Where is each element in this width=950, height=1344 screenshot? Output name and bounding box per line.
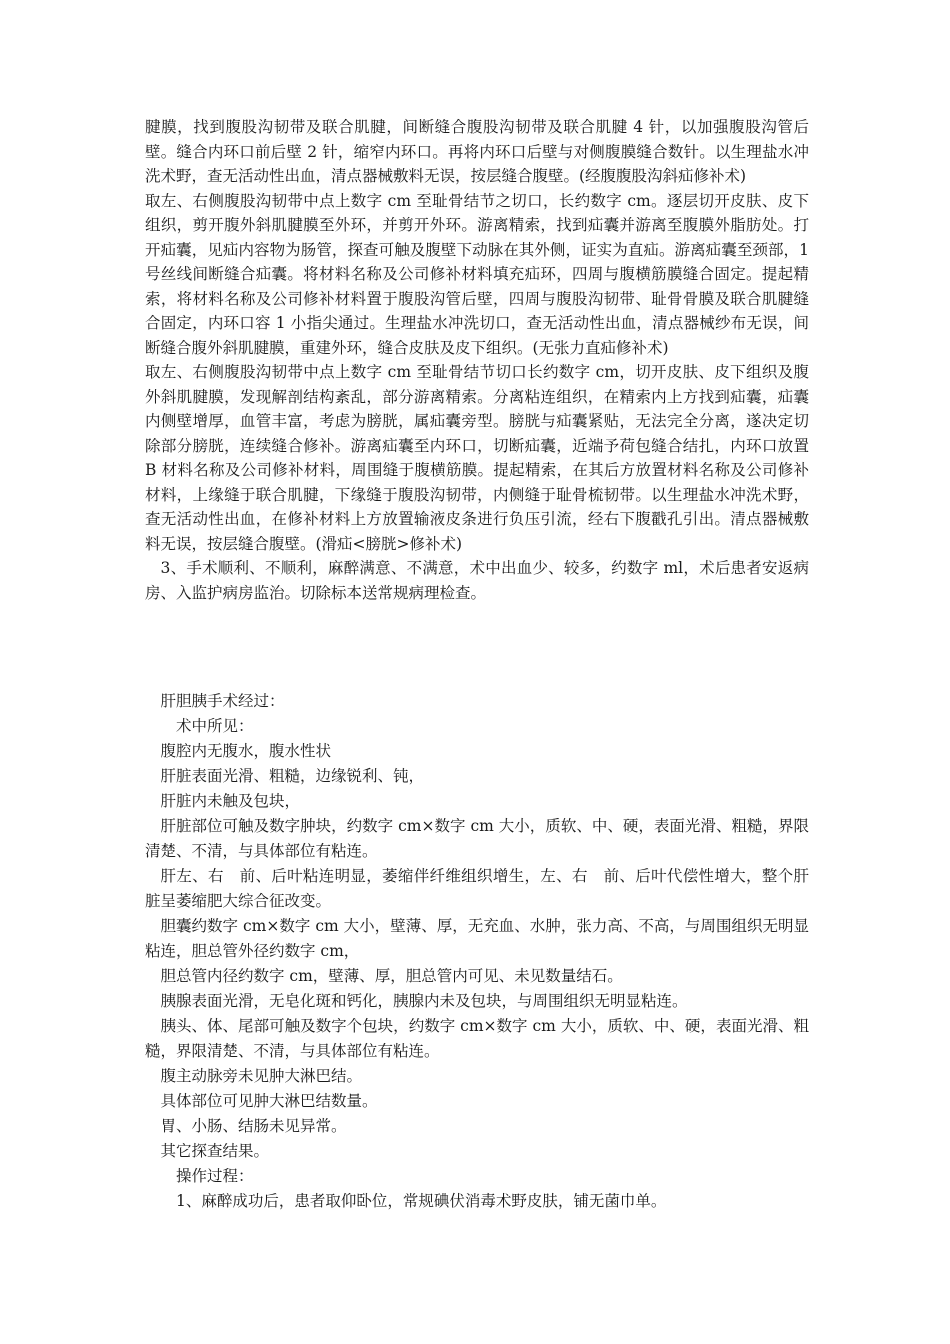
hepatobiliary-section	[145, 689, 809, 1214]
paragraph-sliding-hernia-repair: 取左、右侧腹股沟韧带中点上数字 cm 至耻骨结节切口长约数字 cm，切开皮肤、皮下组织及腹外斜肌腱膜，发现解剖结构紊乱，部分游离精索。分离粘连组织，在精索内上方找到疝囊，疝囊内侧壁增厚，血管丰富，考虑为膀胱，属疝囊旁型。膀胱与疝囊紧贴，无法完全分离，遂决定切除部分膀胱，连续缝合修补。游离疝囊至内环口，切断疝囊，近端予荷包缝合结扎，内环口放置 B 材料名称及公司修补材料，周围缝于腹横筋膜。提起精索，在其后方放置材料名称及公司修补材料，上缘缝于联合肌腱，下缘缝于腹股沟韧带，内侧缝于耻骨梳韧带。以生理盐水冲洗术野，查无活动性出血，在修补材料上方放置输液皮条进行负压引流，经右下腹戳孔引出。清点器械敷料无误，按层缝合腹壁。(滑疝<膀胱>修补术)	[145, 363, 809, 553]
paragraph-surgery-outcome: 3、手术顺利、不顺利，麻醉满意、不满意，术中出血少、较多，约数字 ml，术后患者安返病房、入监护病房监治。切除标本送常规病理检查。	[145, 559, 809, 602]
paragraph-direct-hernia-repair: 取左、右侧腹股沟韧带中点上数字 cm 至耻骨结节之切口，长约数字 cm。逐层切开皮肤、皮下组织，剪开腹外斜肌腱膜至外环，并剪开外环。游离精索，找到疝囊并游离至腹膜外脂肪处。打开疝囊，见疝内容物为肠管，探查可触及腹壁下动脉在其外侧，证实为直疝。游离疝囊至颈部，1 号丝线间断缝合疝囊。将材料名称及公司修补材料填充疝环，四周与腹横筋膜缝合固定。提起精索，将材料名称及公司修补材料置于腹股沟管后壁，四周与腹股沟韧带、耻骨骨膜及联合肌腱缝合固定，内环口容 1 小指尖通过。生理盐水冲洗切口，查无活动性出血，清点器械纱布无误，间断缝合腹外斜肌腱膜，重建外环，缝合皮肤及皮下组织。(无张力直疝修补术)	[145, 191, 809, 357]
hernia-section	[145, 115, 809, 605]
section-heading: 肝胆胰手术经过：	[160, 692, 285, 710]
finding-item: 胆总管内径约数字 cm，壁薄、厚，胆总管内可见、未见数量结石。	[160, 967, 623, 985]
finding-item: 肝脏内未触及包块，	[160, 792, 301, 810]
finding-item: 腹主动脉旁未见肿大淋巴结。	[160, 1067, 363, 1085]
finding-item: 胃、小肠、结肠未见异常。	[160, 1117, 347, 1135]
findings-label: 术中所见：	[176, 717, 254, 735]
finding-item: 胰头、体、尾部可触及数字个包块，约数字 cm×数字 cm 大小，质软、中、硬，表面光滑、粗糙，界限清楚、不清，与具体部位有粘连。	[145, 1017, 809, 1060]
procedure-label: 操作过程：	[176, 1167, 254, 1185]
finding-item: 肝脏表面光滑、粗糙，边缘锐利、钝，	[160, 767, 425, 785]
finding-item: 腹腔内无腹水，腹水性状	[160, 742, 332, 760]
finding-item: 其它探查结果。	[160, 1142, 270, 1160]
procedure-step: 1、麻醉成功后，患者取仰卧位，常规碘伏消毒术野皮肤，铺无菌巾单。	[176, 1192, 667, 1210]
finding-item: 具体部位可见肿大淋巴结数量。	[160, 1092, 378, 1110]
paragraph-transabdominal-repair: 腱膜，找到腹股沟韧带及联合肌腱，间断缝合腹股沟韧带及联合肌腱 4 针，以加强腹股沟管后壁。缝合内环口前后壁 2 针，缩窄内环口。再将内环口后壁与对侧腹膜缝合数针。以生理盐水冲洗术野，查无活动性出血，清点器械敷料无误，按层缝合腹壁。(经腹腹股沟斜疝修补术)	[145, 118, 809, 185]
finding-item: 肝脏部位可触及数字肿块，约数字 cm×数字 cm 大小，质软、中、硬，表面光滑、粗糙，界限清楚、不清，与具体部位有粘连。	[145, 817, 809, 860]
finding-item: 胰腺表面光滑，无皂化斑和钙化，胰腺内未及包块，与周围组织无明显粘连。	[160, 992, 688, 1010]
finding-item: 胆囊约数字 cm×数字 cm 大小，壁薄、厚，无充血、水肿，张力高、不高，与周围组织无明显粘连，胆总管外径约数字 cm，	[145, 917, 809, 960]
finding-item: 肝左、右 前、后叶粘连明显，萎缩伴纤维组织增生，左、右 前、后叶代偿性增大，整个肝脏呈萎缩肥大综合征改变。	[145, 867, 809, 910]
